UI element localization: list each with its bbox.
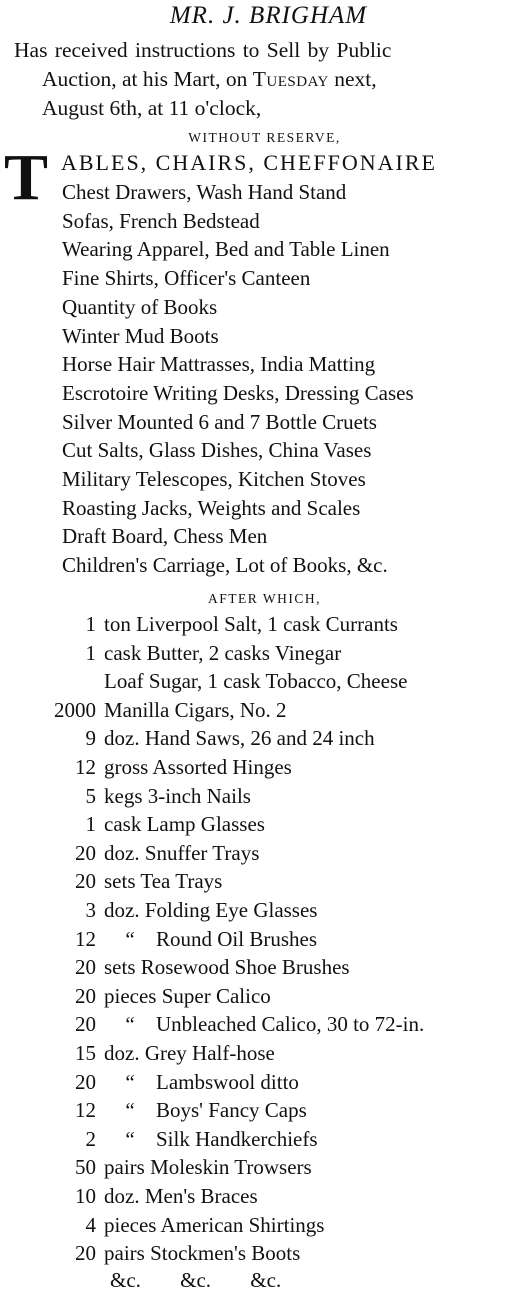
item-quantity: 20 <box>75 1241 96 1266</box>
item-description: doz. Men's Braces <box>104 1184 258 1208</box>
item-description: kegs 3-inch Nails <box>104 783 251 808</box>
item-quantity: 20 <box>75 983 96 1008</box>
item-quantity: 12 <box>75 926 96 951</box>
item-quantity: 15 <box>75 1041 96 1065</box>
lot-item: Wearing Apparel, Bed and Table Linen <box>62 237 390 262</box>
ditto-mark: “ <box>125 1098 135 1123</box>
item-description-line <box>104 612 398 637</box>
item-description-line <box>104 755 292 780</box>
item-description: pairs Moleskin Trowsers <box>104 1155 312 1180</box>
intro-line-3: August 6th, at 11 o'clock, <box>42 96 262 120</box>
item-description: doz. Grey Half-hose <box>104 1041 275 1065</box>
lot-item: Military Telescopes, Kitchen Stoves <box>62 467 366 491</box>
lot-item: Children's Carriage, Lot of Books, &c. <box>62 553 388 578</box>
item-quantity: 1 <box>85 612 96 636</box>
intro-line-2-end: next, <box>328 67 377 91</box>
item-description-line <box>104 841 259 866</box>
item-description: Round Oil Brushes <box>156 926 318 951</box>
item-quantity: 20 <box>75 869 96 894</box>
lot-item: Fine Shirts, Officer's Canteen <box>62 266 311 291</box>
item-description: cask Butter, 2 casks Vinegar <box>104 640 342 665</box>
ditto-mark: “ <box>125 1012 135 1037</box>
item-description-line <box>104 1127 318 1152</box>
item-description: Silk Handkerchiefs <box>156 1126 318 1151</box>
item-description-line <box>104 898 317 923</box>
intro-line-2 <box>42 67 377 92</box>
item-quantity: 10 <box>75 1184 96 1208</box>
lot-item: Chest Drawers, Wash Hand Stand <box>62 180 347 204</box>
item-description: doz. Snuffer Trays <box>104 840 260 865</box>
item-quantity: 5 <box>85 783 96 808</box>
item-description: pieces Super Calico <box>104 983 271 1008</box>
ditto-mark: “ <box>125 926 135 951</box>
item-description-line <box>104 1241 300 1266</box>
item-quantity: 1 <box>85 812 96 837</box>
item-description: Manilla Cigars, No. 2 <box>104 697 287 722</box>
item-quantity: 12 <box>75 1098 96 1123</box>
item-quantity: 12 <box>75 755 96 779</box>
item-quantity: 20 <box>75 1069 96 1094</box>
item-description: doz. Hand Saws, 26 and 24 inch <box>104 726 375 751</box>
item-description: ton Liverpool Salt, 1 cask Currants <box>104 612 398 636</box>
item-description-line <box>104 812 265 837</box>
item-quantity: 2 <box>85 1126 96 1151</box>
intro-line-1: Has received instructions to Sell by Public <box>14 38 392 62</box>
drop-cap: T <box>4 141 49 214</box>
item-description: Unbleached Calico, 30 to 72-in. <box>156 1012 425 1037</box>
item-description-line <box>104 1012 424 1037</box>
lot-item: Horse Hair Mattrasses, India Matting <box>62 352 376 377</box>
item-quantity: 9 <box>85 726 96 751</box>
lot-item: Roasting Jacks, Weights and Scales <box>62 495 361 520</box>
item-quantity: 50 <box>75 1155 96 1180</box>
lot-item: Silver Mounted 6 and 7 Bottle Cruets <box>62 409 377 434</box>
item-description: Lambswool ditto <box>156 1069 299 1094</box>
item-description-line <box>104 1070 299 1095</box>
first-lot-line: ABLES, CHAIRS, CHEFFONAIRE <box>61 150 437 175</box>
item-description-line <box>104 784 251 809</box>
lot-item: Winter Mud Boots <box>62 323 219 348</box>
item-description-line <box>104 927 317 952</box>
item-description-line <box>104 1098 307 1123</box>
intro-line-2-text: Auction, at his Mart, on <box>42 67 253 91</box>
auctioneer-heading: MR. J. BRIGHAM <box>169 2 368 29</box>
item-description-line <box>104 698 287 723</box>
item-description: Loaf Sugar, 1 cask Tobacco, Cheese <box>104 669 408 694</box>
item-quantity: 2000 <box>54 697 96 722</box>
item-description-line <box>104 984 271 1009</box>
item-description: doz. Folding Eye Glasses <box>104 898 318 922</box>
closing-etc: &c. &c. &c. <box>110 1268 282 1292</box>
item-description: sets Rosewood Shoe Brushes <box>104 955 350 980</box>
lot-item: Escrotoire Writing Desks, Dressing Cases <box>62 380 414 405</box>
lot-item: Sofas, French Bedstead <box>62 208 260 233</box>
item-description-line <box>104 1155 312 1180</box>
item-quantity: 20 <box>75 1012 96 1037</box>
lot-item: Quantity of Books <box>62 294 218 319</box>
item-quantity: 20 <box>75 840 96 865</box>
auction-day: Tuesday <box>252 67 329 91</box>
item-description: pairs Stockmen's Boots <box>104 1241 301 1266</box>
item-description-line <box>104 869 222 894</box>
item-description-line <box>104 726 375 751</box>
item-description-line <box>104 955 350 980</box>
ditto-mark: “ <box>125 1126 135 1151</box>
item-description-line <box>104 1213 324 1238</box>
item-description-line <box>104 641 341 666</box>
item-description-line <box>104 1184 258 1209</box>
item-description: sets Tea Trays <box>104 869 223 894</box>
item-description-line <box>104 1041 275 1066</box>
item-description: gross Assorted Hinges <box>104 755 292 779</box>
item-description: Boys' Fancy Caps <box>156 1098 307 1123</box>
without-reserve-subhead: WITHOUT RESERVE, <box>188 130 341 145</box>
item-quantity: 1 <box>85 640 96 665</box>
item-description-line <box>104 669 407 694</box>
item-description: pieces American Shirtings <box>104 1212 325 1237</box>
item-quantity: 20 <box>75 955 96 980</box>
item-quantity: 3 <box>85 898 96 922</box>
after-which-subhead: AFTER WHICH, <box>207 591 321 606</box>
item-description: cask Lamp Glasses <box>104 812 265 837</box>
item-quantity: 4 <box>85 1212 96 1237</box>
lot-item: Cut Salts, Glass Dishes, China Vases <box>62 438 372 463</box>
ditto-mark: “ <box>125 1069 135 1094</box>
lot-item: Draft Board, Chess Men <box>62 524 268 549</box>
